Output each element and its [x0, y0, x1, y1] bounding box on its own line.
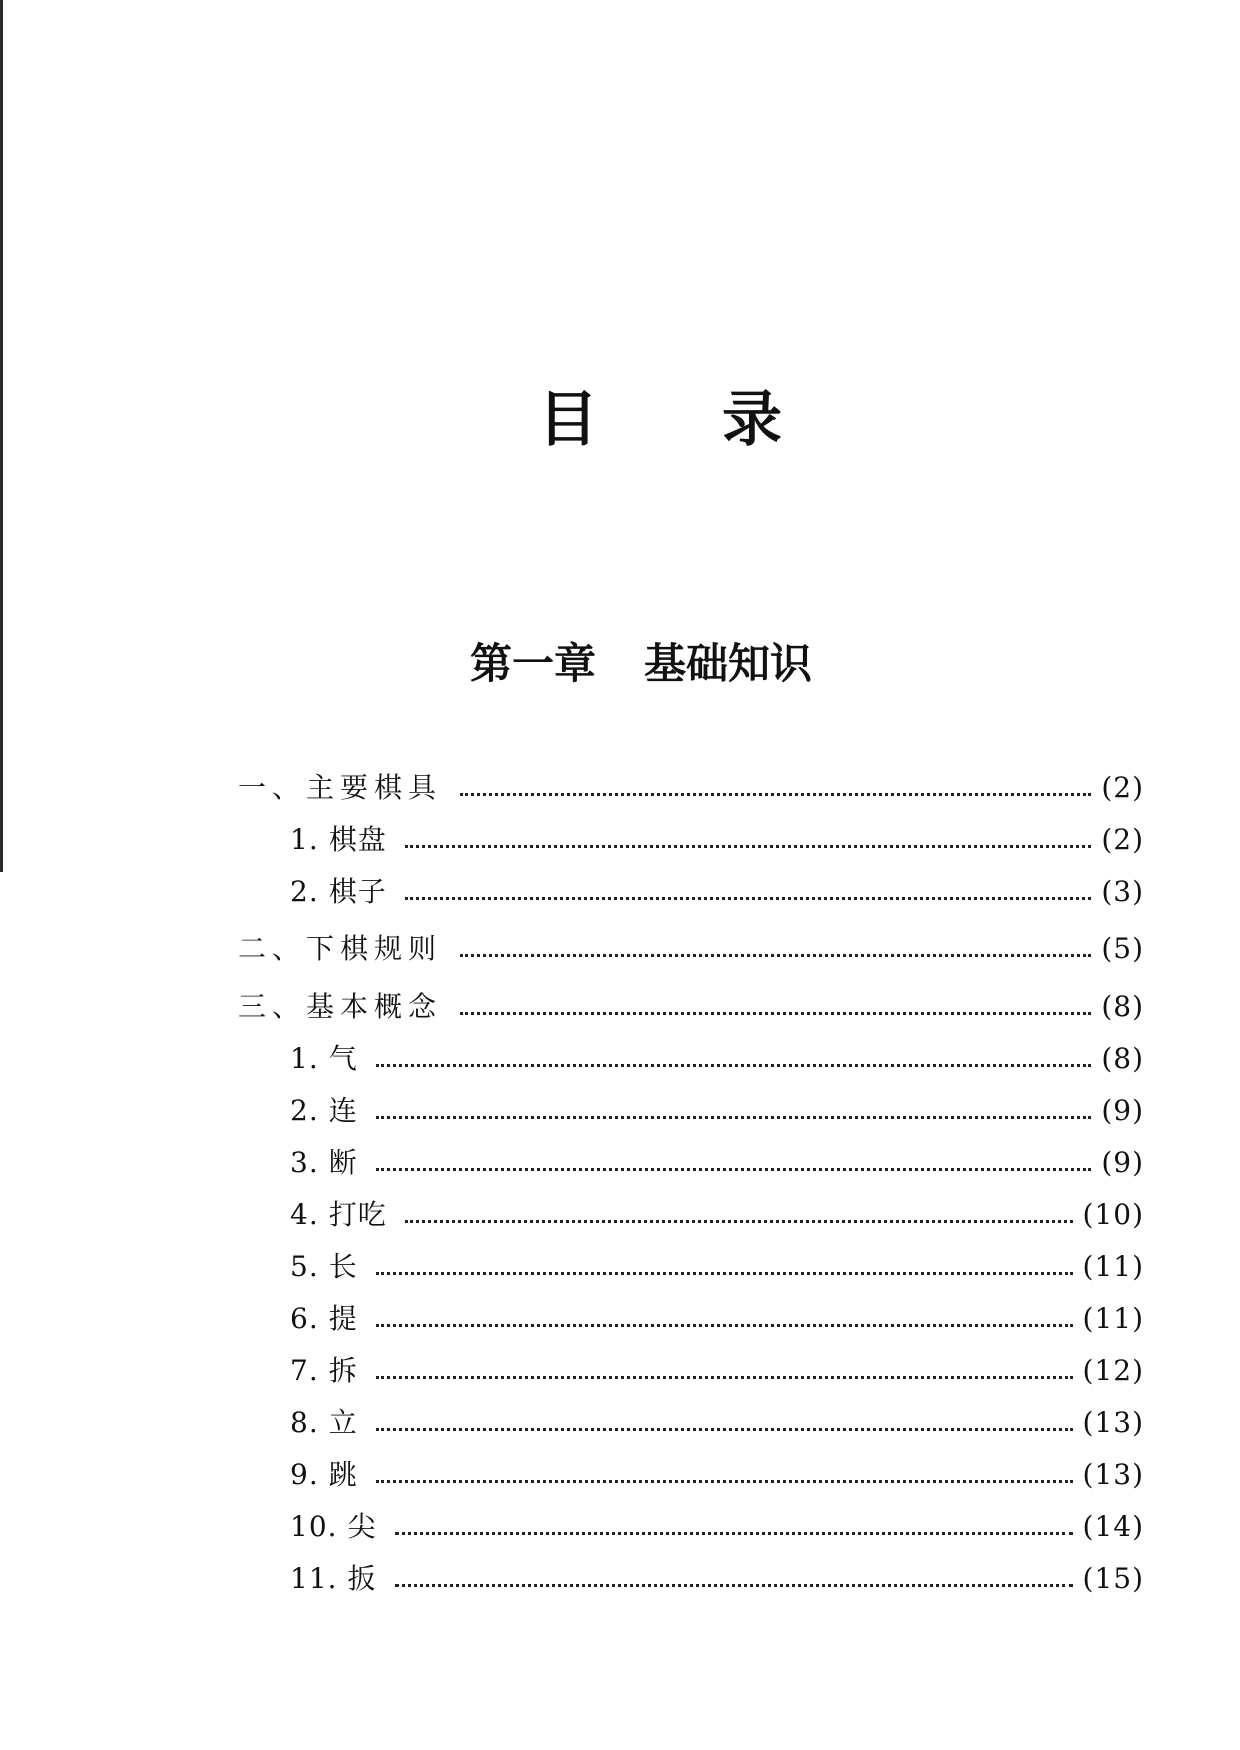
toc-entry-prefix: 三、 [238, 990, 307, 1023]
toc-entry-label [290, 1351, 358, 1391]
toc-entry-title: 长 [328, 1250, 358, 1283]
toc-entry-prefix: 10. [290, 1510, 338, 1543]
toc-entry[interactable] [290, 1091, 1144, 1131]
toc-entry-prefix: 8. [290, 1406, 319, 1439]
toc-entry-page: (3) [1101, 875, 1144, 908]
page-title [0, 380, 1240, 470]
toc-entry-title: 立 [328, 1406, 358, 1439]
toc-entry-page: (2) [1101, 771, 1144, 804]
toc-entry-label [238, 929, 442, 969]
toc-entry[interactable] [238, 768, 1144, 808]
dot-leader [395, 1584, 1073, 1587]
toc-entry-label [290, 1247, 358, 1287]
dot-leader [376, 1272, 1073, 1275]
dot-leader [376, 1428, 1073, 1431]
toc-entry[interactable] [290, 1039, 1144, 1079]
toc-entry-label [238, 768, 442, 808]
toc-entry-title: 下棋规则 [306, 932, 443, 965]
title-char-1: 目 [538, 385, 598, 455]
toc-entry[interactable] [290, 1403, 1144, 1443]
toc-entry-title: 棋子 [328, 875, 387, 908]
toc-entry-page: (14) [1082, 1510, 1144, 1543]
toc-entry-page: (8) [1101, 1042, 1144, 1075]
toc-entry-prefix: 3. [290, 1146, 319, 1179]
dot-leader [376, 1376, 1073, 1379]
toc-entry[interactable] [290, 1143, 1144, 1183]
toc-entry-prefix: 二、 [238, 932, 307, 965]
toc-entry[interactable] [290, 1455, 1144, 1495]
toc-entry-page: (10) [1082, 1198, 1144, 1231]
toc-entry-prefix: 9. [290, 1458, 319, 1491]
toc-entry-label [290, 872, 387, 912]
toc-entry-label [290, 1455, 358, 1495]
toc-entry-prefix: 2. [290, 875, 319, 908]
toc-entry-prefix: 2. [290, 1094, 319, 1127]
dot-leader [405, 845, 1092, 848]
dot-leader [460, 1012, 1091, 1015]
chapter-number: 第一章 [470, 639, 597, 688]
toc-entry-prefix: 1. [290, 823, 319, 856]
toc-entry-title: 打吃 [328, 1198, 387, 1231]
toc-entry-label [290, 820, 387, 860]
toc-entry-prefix: 1. [290, 1042, 319, 1075]
toc-entry[interactable] [290, 1507, 1144, 1547]
toc-entry[interactable] [290, 820, 1144, 860]
toc-entry-page: (13) [1082, 1406, 1144, 1439]
dot-leader [376, 1480, 1073, 1483]
toc-entry-title: 连 [328, 1094, 358, 1127]
toc-entry-label [290, 1039, 358, 1079]
toc-entry[interactable] [290, 1247, 1144, 1287]
toc-entry-label [290, 1091, 358, 1131]
toc-entry-title: 主要棋具 [306, 771, 443, 804]
toc-entry-page: (2) [1101, 823, 1144, 856]
toc-entry-page: (11) [1082, 1250, 1144, 1283]
toc-entry[interactable] [290, 872, 1144, 912]
toc-entry-label [290, 1195, 387, 1235]
dot-leader [376, 1116, 1092, 1119]
toc-entry-label [290, 1299, 358, 1339]
toc-entry-prefix: 7. [290, 1354, 319, 1387]
toc-entry[interactable] [238, 987, 1144, 1027]
toc-entry-prefix: 一、 [238, 771, 307, 804]
toc-entry-page: (5) [1101, 932, 1144, 965]
dot-leader [460, 954, 1091, 957]
toc-entry-prefix: 11. [290, 1562, 338, 1595]
toc-entry[interactable] [290, 1559, 1144, 1599]
toc-entry-label [290, 1143, 358, 1183]
dot-leader [405, 1220, 1073, 1223]
toc-entry-prefix: 4. [290, 1198, 319, 1231]
toc-entry-label [290, 1507, 377, 1547]
toc-entry-page: (9) [1101, 1094, 1144, 1127]
dot-leader [376, 1324, 1073, 1327]
toc-entry-label [290, 1559, 377, 1599]
toc-entry-prefix: 5. [290, 1250, 319, 1283]
toc-entry-title: 尖 [347, 1510, 377, 1543]
toc-entry[interactable] [290, 1299, 1144, 1339]
toc-entry[interactable] [238, 929, 1144, 969]
toc-entry-title: 棋盘 [328, 823, 387, 856]
dot-leader [405, 897, 1092, 900]
toc-entry-page: (13) [1082, 1458, 1144, 1491]
toc-entry-page: (8) [1101, 990, 1144, 1023]
toc-entry-prefix: 6. [290, 1302, 319, 1335]
toc-entry-label [290, 1403, 358, 1443]
dot-leader [460, 793, 1091, 796]
toc-entry-page: (12) [1082, 1354, 1144, 1387]
toc-entry-label [238, 987, 442, 1027]
toc-entry-title: 气 [328, 1042, 358, 1075]
toc-entry-title: 断 [328, 1146, 358, 1179]
toc-entry-page: (9) [1101, 1146, 1144, 1179]
toc-entry-title: 扳 [347, 1562, 377, 1595]
toc-entry-title: 跳 [328, 1458, 358, 1491]
toc-entry[interactable] [290, 1351, 1144, 1391]
title-char-2: 录 [722, 385, 782, 455]
chapter-heading [470, 636, 812, 696]
toc-entry-title: 基本概念 [306, 990, 443, 1023]
dot-leader [376, 1168, 1092, 1171]
toc-entry-page: (11) [1082, 1302, 1144, 1335]
toc-entry-page: (15) [1082, 1562, 1144, 1595]
toc-entry[interactable] [290, 1195, 1144, 1235]
toc-entry-title: 拆 [328, 1354, 358, 1387]
toc-entry-title: 提 [328, 1302, 358, 1335]
dot-leader [395, 1532, 1073, 1535]
dot-leader [376, 1064, 1092, 1067]
chapter-name: 基础知识 [644, 639, 813, 688]
